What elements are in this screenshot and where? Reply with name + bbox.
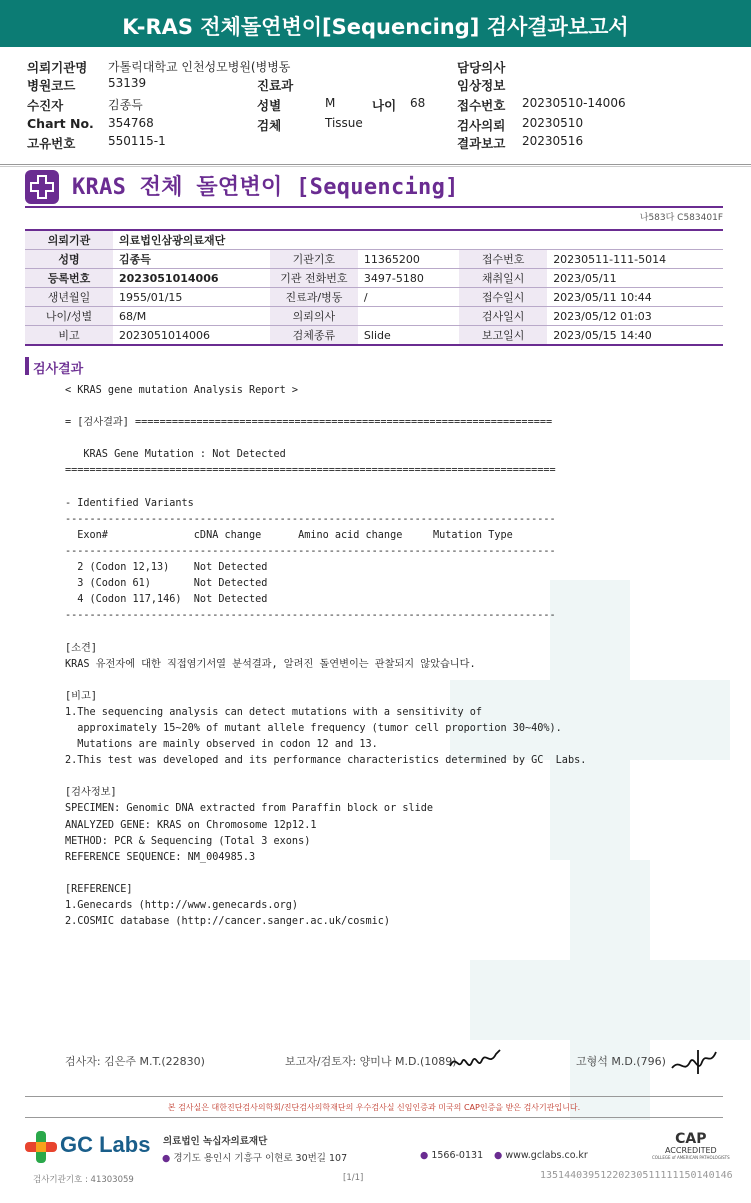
info-value	[358, 307, 459, 326]
website	[494, 1150, 588, 1161]
gc-labs-cross-icon	[25, 1131, 57, 1163]
result-line: METHOD: PCR & Sequencing (Total 3 exons)	[65, 835, 311, 847]
header-label: 진료과	[257, 78, 294, 93]
reporter-signature: 보고자/검토자: 양미나 M.D.(1089)	[285, 1055, 457, 1068]
info-label: 의뢰의사	[270, 307, 358, 326]
website-text[interactable]: www.gclabs.co.kr	[505, 1150, 588, 1161]
header-label: 나이	[372, 98, 397, 113]
header-value: 53139	[108, 76, 147, 90]
result-line: Exon# cDNA change Amino acid change Mutation Type	[65, 529, 513, 541]
header-value: Tissue	[325, 116, 363, 130]
footer-divider	[25, 1096, 723, 1097]
info-label: 보고일시	[459, 326, 547, 346]
header-label: 검체	[257, 118, 282, 133]
result-line: 2.This test was developed and its performance characteristics determined by GC Labs.	[65, 755, 587, 767]
info-value: 2023051014006	[113, 326, 270, 346]
barcode-number: 13514403951220230511111150140146	[540, 1170, 733, 1181]
info-value: 2023051014006	[113, 269, 270, 288]
header-value: 68	[410, 96, 426, 110]
handwritten-signature	[448, 1048, 508, 1074]
cap-sub: ACCREDITED	[664, 1146, 717, 1155]
result-line: approximately 15~20% of mutant allele frequency (tumor cell proportion 30~40%).	[65, 722, 562, 734]
gc-labs-logo: GC Labs	[60, 1132, 151, 1157]
header-label: Chart No.	[27, 116, 94, 131]
info-value: 68/M	[113, 307, 270, 326]
info-label: 검사일시	[459, 307, 547, 326]
info-value: 2023/05/11	[547, 269, 723, 288]
result-line: [REFERENCE]	[65, 883, 133, 895]
result-line: --------------------------------------------------------------------------------	[65, 610, 556, 622]
result-line: KRAS Gene Mutation : Not Detected	[65, 449, 286, 461]
result-line	[65, 673, 586, 689]
info-label: 진료과/병동	[270, 288, 358, 307]
title-underline	[25, 206, 723, 208]
header-value: 354768	[108, 116, 154, 130]
section-title: 검사결과	[33, 362, 84, 377]
header-label: 의뢰기관명	[27, 60, 88, 75]
result-line: SPECIMEN: Genomic DNA extracted from Paraffin block or slide	[65, 803, 434, 815]
header-label: 임상정보	[457, 78, 506, 93]
result-line: [소견]	[65, 642, 97, 654]
header-value: 가톨릭대학교 인천성모병원(병병동	[108, 60, 291, 74]
header-value: 550115-1	[108, 134, 166, 148]
result-line	[65, 431, 586, 447]
info-value: 2023/05/12 01:03	[547, 307, 723, 326]
header-label: 담당의사	[457, 60, 506, 75]
result-line: 4 (Codon 117,146) Not Detected	[65, 594, 268, 606]
result-body	[65, 383, 586, 930]
pathologist-signature: 고형석 M.D.(796)	[576, 1055, 666, 1068]
result-line: --------------------------------------------------------------------------------	[65, 513, 556, 525]
info-value: 2023/05/11 10:44	[547, 288, 723, 307]
info-value: /	[358, 288, 459, 307]
info-label: 검체종류	[270, 326, 358, 346]
info-row	[25, 288, 723, 307]
info-row	[25, 269, 723, 288]
header-value: 20230510	[522, 116, 584, 130]
report-title-bar: K-RAS 전체돌연변이[Sequencing] 검사결과보고서	[0, 0, 751, 47]
header-label: 결과보고	[457, 136, 506, 151]
divider	[0, 164, 751, 165]
result-line: [검사정보]	[65, 787, 117, 799]
footer-divider	[25, 1117, 723, 1118]
info-label: 의뢰기관	[25, 230, 113, 250]
result-line: < KRAS gene mutation Analysis Report >	[65, 385, 299, 396]
address-text: 경기도 용인시 기흥구 이현로 30번길 107	[173, 1153, 348, 1164]
info-label: 나이/성별	[25, 307, 113, 326]
result-line: ANALYZED GENE: KRAS on Chromosome 12p12.1	[65, 819, 317, 831]
org-name: 의료법인 녹십자의료재단	[163, 1136, 268, 1147]
phone-text: 1566-0131	[431, 1150, 484, 1161]
page-number: [1/1]	[343, 1173, 364, 1183]
info-value: 의료법인삼광의료재단	[113, 230, 723, 250]
result-line	[65, 866, 586, 882]
info-row	[25, 250, 723, 269]
header-label: 검사의뢰	[457, 118, 506, 133]
test-title: KRAS 전체 돌연변이 [Sequencing]	[72, 175, 459, 200]
header-value: M	[325, 96, 336, 110]
header-label: 수진자	[27, 98, 64, 113]
result-line: - Identified Variants	[65, 497, 194, 509]
examiner-signature: 검사자: 김은주 M.T.(22830)	[65, 1055, 205, 1068]
result-line: 1.Genecards (http://www.genecards.org)	[65, 900, 299, 911]
info-label: 기관기호	[270, 250, 358, 269]
header-value: 20230510-14006	[522, 96, 626, 110]
header-label: 고유번호	[27, 136, 76, 151]
globe-icon: ●	[494, 1150, 503, 1161]
info-value: 2023/05/15 14:40	[547, 326, 723, 346]
result-line: 2 (Codon 12,13) Not Detected	[65, 562, 268, 574]
info-label: 기관 전화번호	[270, 269, 358, 288]
result-line	[65, 480, 586, 496]
result-line: = [검사결과] ====================================================================	[65, 417, 553, 429]
info-value: 3497-5180	[358, 269, 459, 288]
phone	[420, 1150, 483, 1161]
info-label: 접수일시	[459, 288, 547, 307]
result-line: REFERENCE SEQUENCE: NM_004985.3	[65, 851, 256, 863]
header-value: 김종득	[108, 98, 143, 112]
cap-small: COLLEGE of AMERICAN PATHOLOGISTS	[652, 1155, 730, 1160]
cap-text: CAP	[675, 1131, 707, 1147]
result-line	[65, 769, 586, 785]
result-line: Mutations are mainly observed in codon 12 and 13.	[65, 739, 378, 751]
info-row	[25, 230, 723, 250]
result-line: --------------------------------------------------------------------------------	[65, 545, 556, 557]
result-line	[65, 399, 586, 415]
info-value: 20230511-111-5014	[547, 250, 723, 269]
header-label: 성별	[257, 98, 282, 113]
cap-accredited-logo	[652, 1132, 730, 1160]
info-label: 비고	[25, 326, 113, 346]
result-line: [비고]	[65, 690, 97, 702]
info-label: 생년월일	[25, 288, 113, 307]
info-label: 채취일시	[459, 269, 547, 288]
result-line: KRAS 유전자에 대한 직접염기서열 분석결과, 알려진 돌연변이는 관찰되지 않았습니다.	[65, 658, 476, 670]
accreditation-notice: 본 검사실은 대한진단검사의학회/진단검사의학재단의 우수검사실 신임인증과 미국의 CAP인증을 받은 검사기관입니다.	[167, 1103, 581, 1112]
header-label: 병원코드	[27, 78, 76, 93]
info-label: 성명	[25, 250, 113, 269]
result-line: 3 (Codon 61) Not Detected	[65, 578, 268, 590]
address	[162, 1150, 347, 1164]
info-value: 11365200	[358, 250, 459, 269]
info-label: 등록번호	[25, 269, 113, 288]
header-label: 접수번호	[457, 98, 506, 113]
phone-icon: ●	[420, 1150, 429, 1161]
test-codes: 나583다 C583401F	[639, 213, 723, 223]
info-value: 1955/01/15	[113, 288, 270, 307]
divider	[0, 166, 751, 167]
result-line: 1.The sequencing analysis can detect mutations with a sensitivity of	[65, 706, 483, 718]
info-value: Slide	[358, 326, 459, 346]
info-row	[25, 307, 723, 326]
location-pin-icon: ●	[162, 1153, 171, 1164]
info-label: 접수번호	[459, 250, 547, 269]
patient-info-table	[25, 229, 723, 346]
kras-cross-icon	[25, 170, 59, 204]
header-value: 20230516	[522, 134, 584, 148]
info-row	[25, 326, 723, 346]
result-line: ================================================================================	[65, 465, 556, 477]
handwritten-signature	[668, 1046, 720, 1078]
result-line	[65, 624, 586, 640]
section-marker	[25, 357, 29, 375]
info-value: 김종득	[113, 250, 270, 269]
institution-number: 검사기관기호 : 41303059	[33, 1175, 134, 1185]
result-line: 2.COSMIC database (http://cancer.sanger.ac.uk/cosmic)	[65, 916, 391, 928]
